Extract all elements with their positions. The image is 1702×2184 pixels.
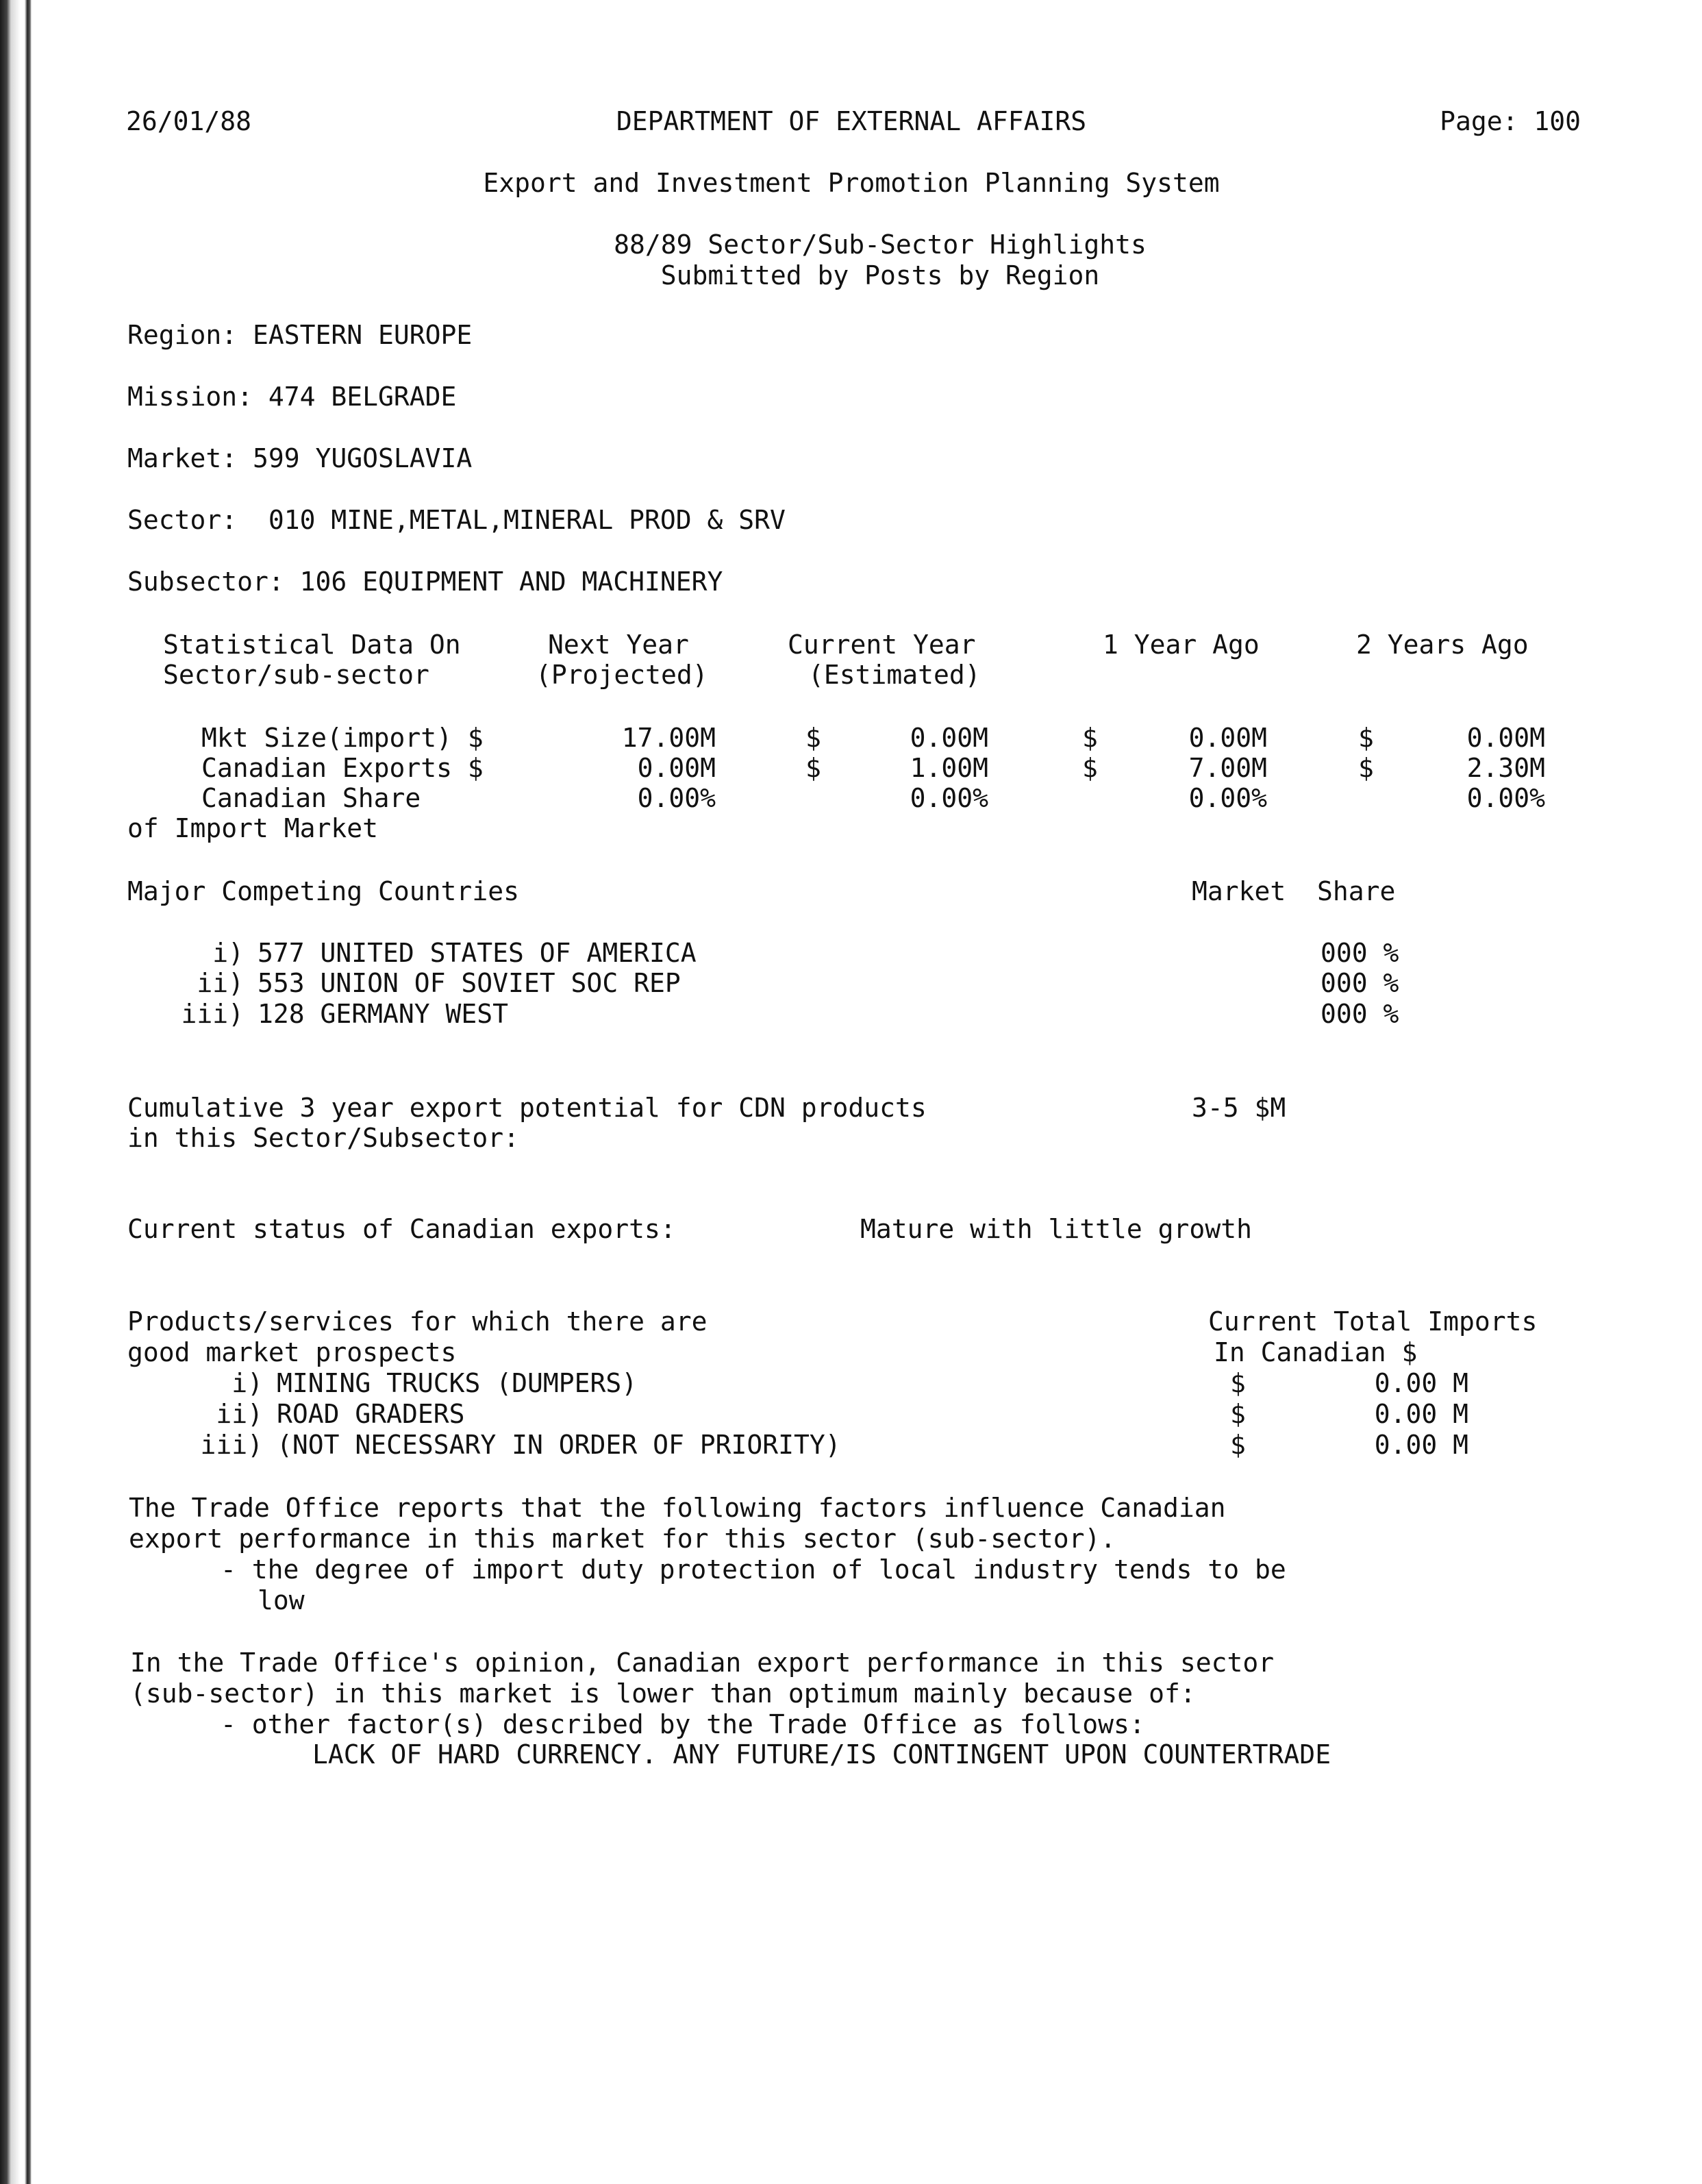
competitor-share: 000 % [1321,968,1399,998]
stats-2-years-ago-value: 0.00% [1466,783,1545,813]
report-subtitle: Submitted by Posts by Region [660,260,1100,290]
stats-1-year-ago-value: 0.00M [1188,723,1267,753]
stats-head-label: Statistical Data On [163,630,461,660]
potential-value: 3-5 $M [1192,1093,1286,1123]
potential-label: Cumulative 3 year export potential for CDN products [127,1093,927,1123]
factors-bullet: - the degree of import duty protection of local industry tends to be [221,1554,1286,1585]
stats-current-value: 1.00M [910,753,988,783]
opinion-bullet: - other factor(s) described by the Trade Office as follows: [221,1709,1145,1739]
item-number: ii) [216,1399,263,1429]
factors-line: The Trade Office reports that the following factors influence Canadian [129,1493,1226,1523]
currency-sign: $ [1082,723,1098,753]
stats-current-value: 0.00% [910,783,988,813]
stats-2-years-ago-value: 0.00M [1466,723,1545,753]
stats-row-label: Canadian Share [201,783,421,813]
item-number: i) [231,1368,263,1398]
competitor-share: 000 % [1321,938,1399,968]
mission-field: Mission: 474 BELGRADE [127,382,457,412]
report-date: 26/01/88 [126,106,252,136]
product-name: (NOT NECESSARY IN ORDER OF PRIORITY) [277,1430,841,1460]
currency-sign: $ [805,753,821,783]
stats-1-year-ago-value: 0.00% [1188,783,1267,813]
stats-row-label: Mkt Size(import) $ [201,723,484,753]
stats-head-2-years-ago: 2 Years Ago [1356,630,1529,660]
item-number: i) [212,938,244,968]
market-share-header: Market Share [1192,876,1396,906]
stats-1-year-ago-value: 7.00M [1188,753,1267,783]
currency-sign: $ [805,723,821,753]
opinion-detail: LACK OF HARD CURRENCY. ANY FUTURE/IS CONTINGENT UPON COUNTERTRADE [312,1739,1331,1770]
sector-field: Sector: 010 MINE,METAL,MINERAL PROD & SRV [127,505,786,535]
imports-header-2: In Canadian $ [1214,1337,1418,1367]
imports-header: Current Total Imports [1208,1306,1538,1337]
potential-label-2: in this Sector/Subsector: [127,1123,519,1153]
opinion-line: (sub-sector) in this market is lower than optimum mainly because of: [130,1678,1196,1709]
report-title: 88/89 Sector/Sub-Sector Highlights [614,229,1147,260]
competitors-title: Major Competing Countries [127,876,519,906]
item-number: iii) [200,1430,263,1460]
region-field: Region: EASTERN EUROPE [127,320,473,350]
stats-next-value: 17.00M [621,723,716,753]
stats-head-current-year: Current Year [788,630,976,660]
page-number: Page: 100 [1440,106,1581,136]
competitor-name: 128 GERMANY WEST [258,999,509,1029]
department-name: DEPARTMENT OF EXTERNAL AFFAIRS [616,106,1087,136]
market-field: Market: 599 YUGOSLAVIA [127,443,473,473]
stats-2-years-ago-value: 2.30M [1466,753,1545,783]
stats-head-next-year: Next Year [548,630,689,660]
stats-head-label-2: Sector/sub-sector [163,660,429,690]
product-name: ROAD GRADERS [277,1399,465,1429]
stats-next-value: 0.00M [637,753,716,783]
scan-edge [0,0,32,2184]
currency-sign: $ [1358,723,1374,753]
currency-sign: $ [1082,753,1098,783]
currency-sign: $ [1230,1368,1246,1398]
stats-head-estimated: (Estimated) [808,660,981,690]
competitor-name: 577 UNITED STATES OF AMERICA [258,938,697,968]
item-number: ii) [197,968,244,998]
product-import-value: 0.00 M [1374,1368,1468,1398]
status-label: Current status of Canadian exports: [127,1214,676,1244]
stats-next-value: 0.00% [637,783,716,813]
system-title: Export and Investment Promotion Planning System [483,168,1220,198]
competitor-share: 000 % [1321,999,1399,1029]
products-label: Products/services for which there are [127,1306,708,1337]
stats-row-label: Canadian Exports $ [201,753,484,783]
stats-head-1-year-ago: 1 Year Ago [1103,630,1260,660]
competitor-name: 553 UNION OF SOVIET SOC REP [258,968,681,998]
factors-bullet-continuation: low [258,1585,305,1615]
factors-line: export performance in this market for this sector (sub-sector). [129,1524,1116,1554]
opinion-line: In the Trade Office's opinion, Canadian export performance in this sector [130,1648,1275,1678]
product-name: MINING TRUCKS (DUMPERS) [277,1368,638,1398]
currency-sign: $ [1230,1430,1246,1460]
stats-share-continuation: of Import Market [127,813,379,843]
currency-sign: $ [1230,1399,1246,1429]
currency-sign: $ [1358,753,1374,783]
product-import-value: 0.00 M [1374,1399,1468,1429]
subsector-field: Subsector: 106 EQUIPMENT AND MACHINERY [127,567,723,597]
item-number: iii) [181,999,244,1029]
products-label-2: good market prospects [127,1337,457,1367]
stats-head-projected: (Projected) [536,660,708,690]
stats-current-value: 0.00M [910,723,988,753]
status-value: Mature with little growth [860,1214,1252,1244]
product-import-value: 0.00 M [1374,1430,1468,1460]
